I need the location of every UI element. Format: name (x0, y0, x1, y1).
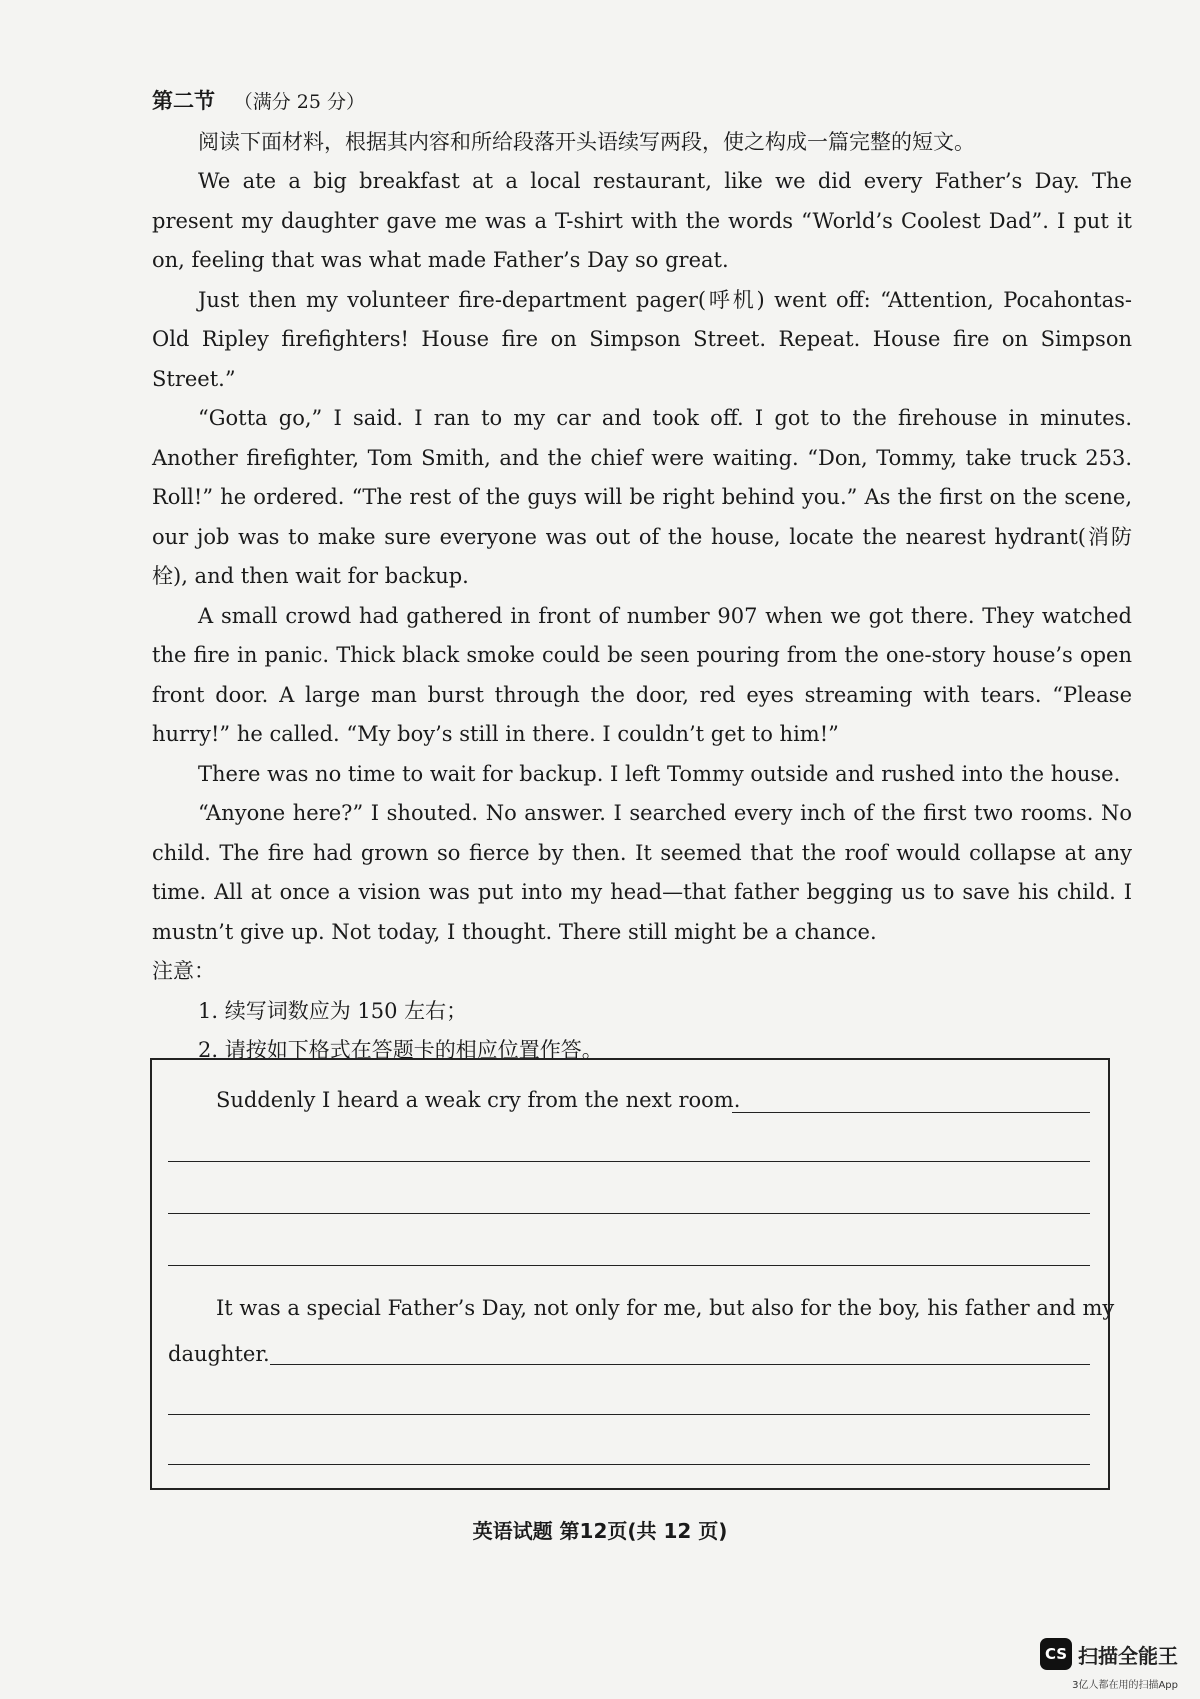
watermark-name: 扫描全能王 (1078, 1643, 1178, 1668)
story-paragraph: Just then my volunteer fire-department pager(呼机) went off: “Attention, Pocahontas-Old Ripley firefighters! House fire on Simpson Street. Repeat. House fire on Simpson Street.” (152, 287, 1132, 391)
camscanner-logo-icon: CS (1040, 1638, 1072, 1670)
writing-line[interactable] (732, 1112, 1090, 1113)
story-paragraph: “Anyone here?” I shouted. No answer. I searched every inch of the first two rooms. No child. The fire had grown so fierce by then. It seemed that the roof would collapse at any time. All at once a vision was put into my head—that father begging us to save his child. I mustn’t give up. Not today, I thought. There still might be a chance. (152, 801, 1132, 944)
section-score: （满分 25 分） (233, 91, 365, 113)
section-title: 第二节 (152, 89, 215, 113)
watermark-tagline: 3亿人都在用的扫描App (1072, 1680, 1178, 1691)
continuation-prompt-2: It was a special Father’s Day, not only for me, but also for the boy, his father and my (216, 1296, 1115, 1320)
notes-title: 注意： (152, 959, 215, 983)
story-paragraph: A small crowd had gathered in front of number 907 when we got there. They watched the fire in panic. Thick black smoke could be seen pouring from the one-story house’s open front door. A large man burst through the door, red eyes streaming with tears. “Please hurry!” he called. “My boy’s still in there. I couldn’t get to him!” (152, 603, 1132, 746)
writing-line[interactable] (168, 1213, 1090, 1214)
section-header (152, 82, 1132, 123)
story-paragraph: We ate a big breakfast at a local restaurant, like we did every Father’s Day. The present my daughter gave me was a T-shirt with the words “World’s Coolest Dad”. I put it on, feeling that was what made Father’s Day so great. (152, 169, 1132, 272)
writing-line[interactable] (168, 1161, 1090, 1162)
continuation-prompt-1: Suddenly I heard a weak cry from the next room. (216, 1088, 741, 1112)
question-content (152, 82, 1132, 1071)
writing-line[interactable] (270, 1364, 1090, 1365)
page-footer: 英语试题 第12页(共 12 页) (472, 1519, 728, 1543)
instruction-text: 阅读下面材料，根据其内容和所给段落开头语续写两段，使之构成一篇完整的短文。 (198, 129, 975, 154)
writing-line[interactable] (168, 1464, 1090, 1465)
note-item: 1. 续写词数应为 150 左右； (198, 998, 468, 1023)
continuation-prompt-2-end: daughter. (168, 1342, 270, 1366)
writing-line[interactable] (168, 1265, 1090, 1266)
answer-box (150, 1058, 1115, 1490)
story-paragraph: There was no time to wait for backup. I left Tommy outside and rushed into the house. (198, 761, 1121, 786)
story-paragraph: “Gotta go,” I said. I ran to my car and took off. I got to the firehouse in minutes. Another firefighter, Tom Smith, and the chief were waiting. “Don, Tommy, take truck 253. Roll!” he ordered. “The rest of the guys will be right behind you.” As the first on the scene, our job was to make sure everyone was out of the house, locate the nearest hydrant(消防栓), and then wait for backup. (152, 406, 1132, 588)
writing-line[interactable] (168, 1414, 1090, 1415)
scanner-watermark (1040, 1638, 1178, 1670)
note-item: 2. 请按如下格式在答题卡的相应位置作答。 (198, 1038, 603, 1062)
